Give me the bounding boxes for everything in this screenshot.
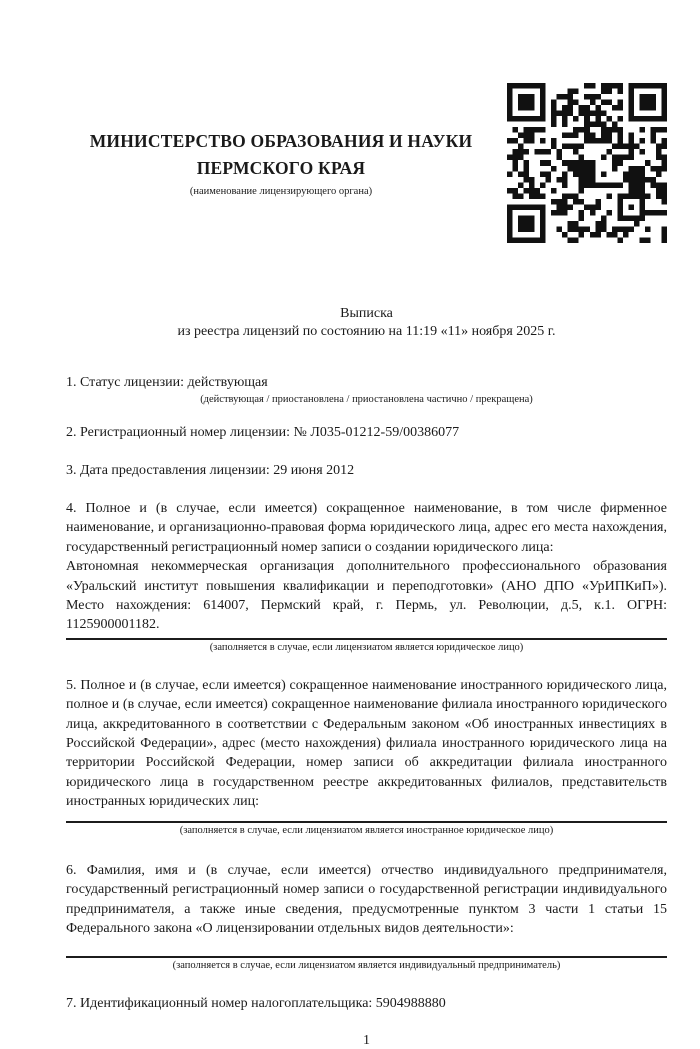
licensing-authority-block (66, 78, 496, 198)
blank-field-line-legal-entity (66, 638, 667, 640)
qr-code-icon (507, 83, 667, 243)
foreign-entity-question: 5. Полное и (в случае, если имеется) сокращенное наименование иностранного юридического лица, полное и (в случае, если имеется) сокращенное наименование филиала иностранного юридического лица, аккредитованного в соответствии с Федеральным законом «Об иностранных инвестициях в Российской Федерации», адрес (место нахождения) филиала иностранного юридического лица на территории Российской Федерации, номер записи об аккредитации филиала иностранного юридического лица в государственном реестре аккредитованных филиалов, представительств иностранных юридических лиц: (66, 677, 667, 810)
license-status-item (66, 373, 667, 406)
ministry-name-caption: (наименование лицензирующего органа) (189, 186, 373, 197)
taxpayer-id-item: 7. Идентификационный номер налогоплательщика: 5904988880 (66, 996, 446, 1012)
license-reg-number-item: 2. Регистрационный номер лицензии: № Л035-01212-59/00386077 (66, 425, 460, 440)
legal-entity-caption: (заполняется в случае, если лицензиатом является юридическое лицо) (209, 641, 524, 653)
legal-entity-answer: Автономная некоммерческая организация дополнительного профессионального образования «Уральский институт повышения квалификации и переподготовки» (АНО ДПО «УрИПКиП»). Место нахождения: 614007, Пермский край, г. Пермь, ул. Революции, д.5, к.1. ОГРН: 1125900001182. (66, 559, 667, 633)
license-grant-date-item: 3. Дата предоставления лицензии: 29 июня 2012 (66, 463, 355, 478)
ministry-name-line1: МИНИСТЕРСТВО ОБРАЗОВАНИЯ И НАУКИ (89, 131, 473, 151)
legal-entity-question: 4. Полное и (в случае, если имеется) сокращенное наименование, в том числе фирменное наименование, и организационно-правовая форма юридического лица, адрес его места нахождения, государственный регистрационный номер записи о создании юридического лица: (66, 501, 667, 555)
entrepreneur-caption: (заполняется в случае, если лицензиатом является индивидуальный предприниматель) (172, 960, 561, 972)
entrepreneur-item (66, 861, 667, 973)
foreign-entity-caption: (заполняется в случае, если лицензиатом является иностранное юридическое лицо) (179, 824, 554, 836)
blank-field-line-entrepreneur (66, 956, 667, 958)
document-title-line1: Выписка (340, 306, 393, 321)
entrepreneur-question: 6. Фамилия, имя и (в случае, если имеется) отчество индивидуального предпринимателя, государственный регистрационный номер записи о государственной регистрации индивидуального предпринимателя, а также иные сведения, предусмотренные пунктом 3 части 1 статьи 15 Федерального закона «О лицензировании отдельных видов деятельности»: (66, 862, 667, 936)
document-header (66, 78, 667, 248)
license-status-text: 1. Статус лицензии: действующая (66, 375, 268, 390)
foreign-entity-item (66, 676, 667, 837)
page-number: 1 (363, 1033, 370, 1049)
blank-field-line-foreign-entity (66, 821, 667, 823)
legal-entity-item (66, 499, 667, 654)
document-title (66, 305, 667, 340)
document-title-line2: из реестра лицензий по состоянию на 11:19 «11» ноября 2025 г. (177, 323, 556, 339)
license-status-caption: (действующая / приостановлена / приостановлена частично / прекращена) (200, 394, 533, 405)
ministry-name-line2: ПЕРМСКОГО КРАЯ (196, 158, 366, 178)
